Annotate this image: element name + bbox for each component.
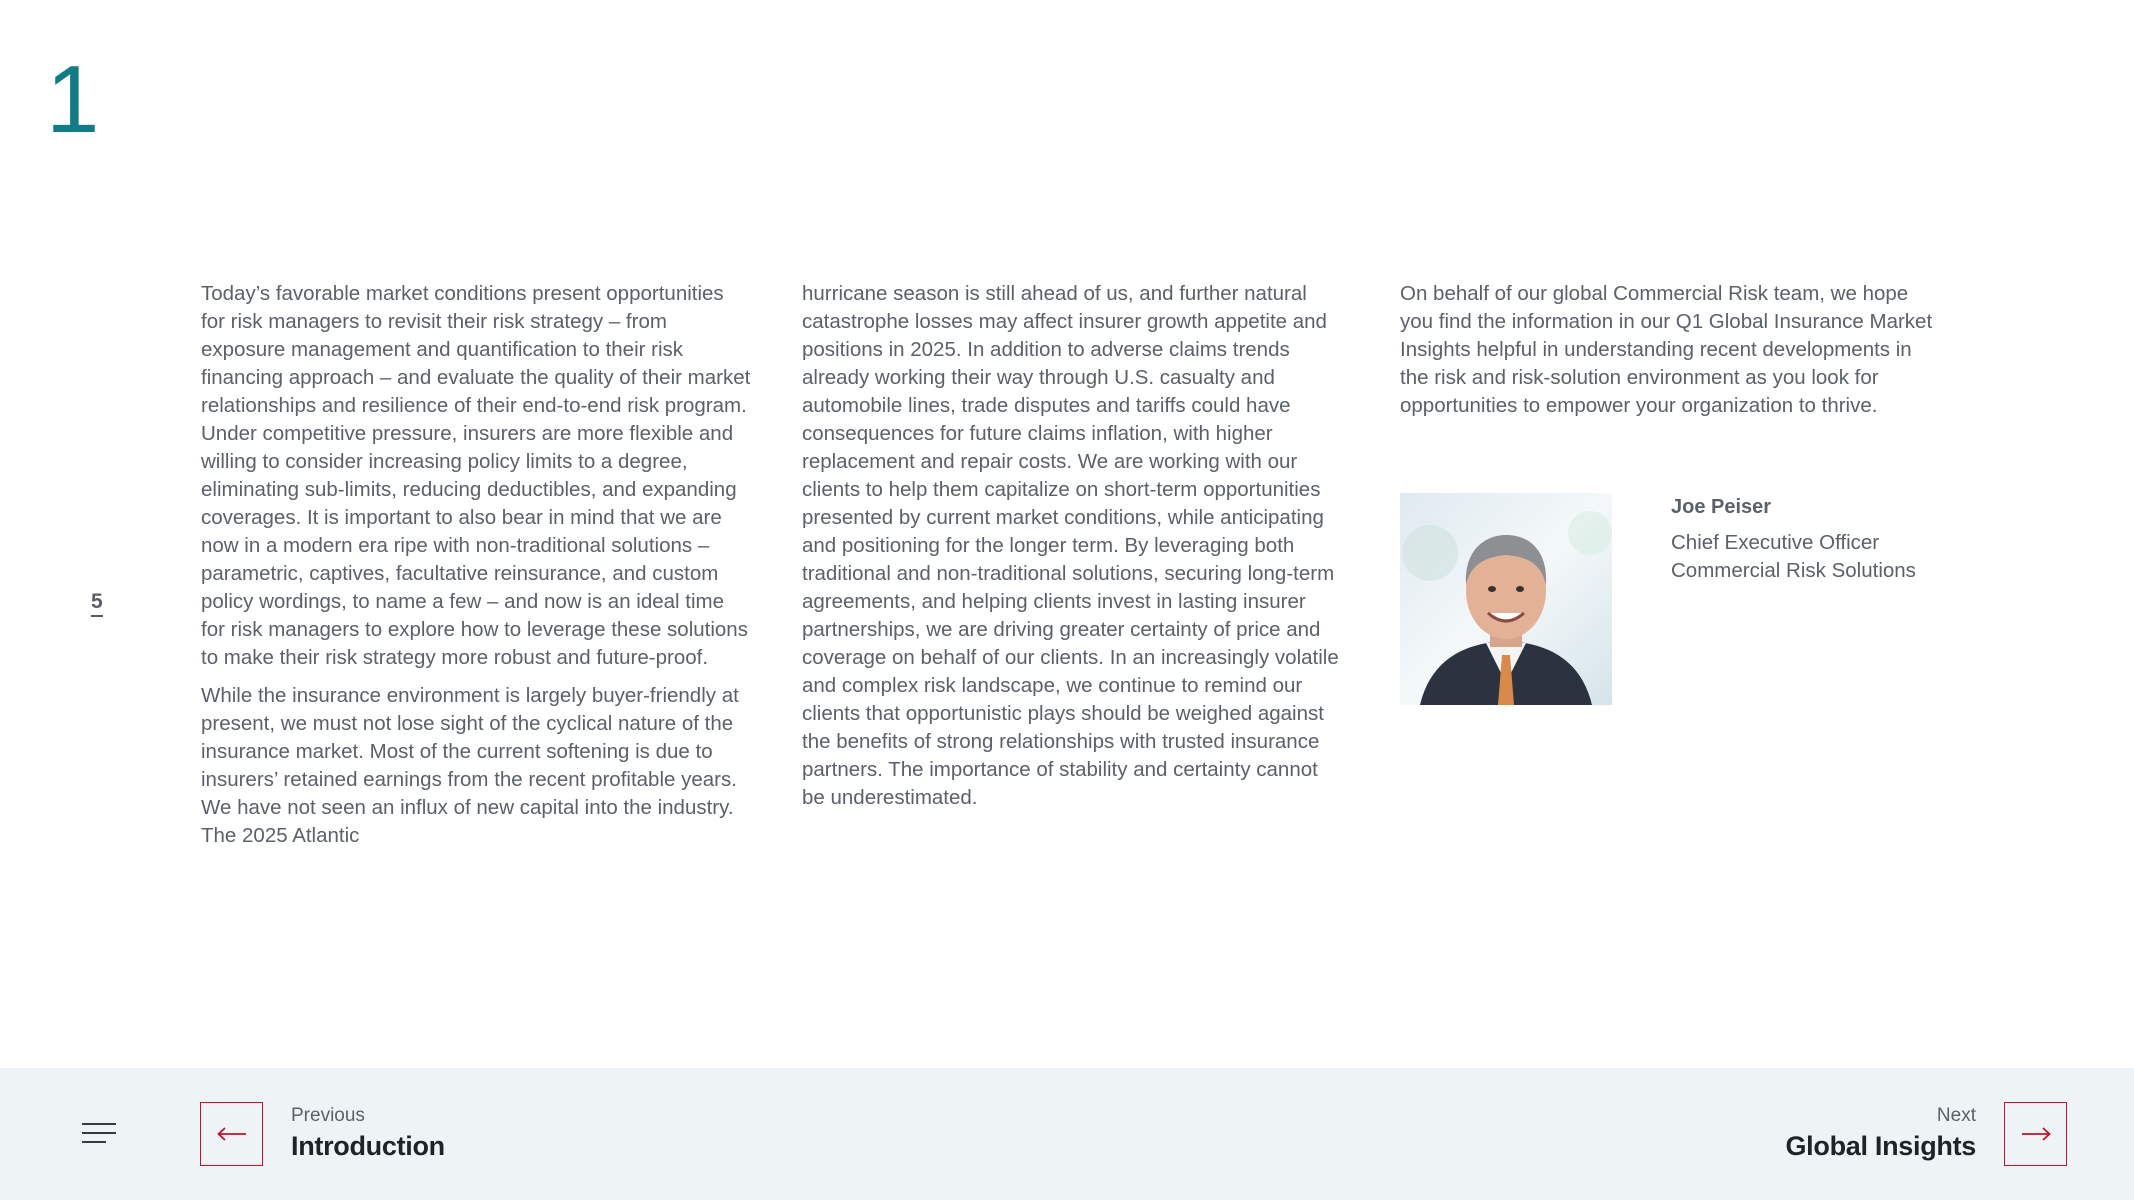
author-block [1400,493,1960,705]
next-title: Global Insights [1785,1131,1976,1161]
next-kicker: Next [1936,1105,1976,1126]
paragraph: While the insurance environment is largely buyer-friendly at present, we must not lose sight of the cyclical nature of the insurance market. Most of the current softening is due to insurers’ retained earnings from the recent profitable years. We have not seen an influx of new capital into the industry. The 2025 Atlantic [201,684,739,847]
paragraph: hurricane season is still ahead of us, and further natural catastrophe losses may affect insurer growth appetite and positions in 2025. In addition to adverse claims trends already working their way through U.S. casualty and automobile lines, trade disputes and tariffs could have consequences for future claims inflation, with higher replacement and repair costs. We are working with our clients to help them capitalize on short-term opportunities presented by current market conditions, while anticipating and positioning for the longer term. By leveraging both traditional and non-traditional solutions, securing long-term agreements, and helping clients invest in lasting insurer partnerships, we are driving greater certainty of price and coverage on behalf of our clients. In an increasingly volatile and complex risk landscape, we continue to remind our clients that opportunistic plays should be weighed against the benefits of strong relationships with trusted insurance partners. The importance of stability and certainty cannot be underestimated. [802,282,1339,809]
text-column-1 [201,280,751,860]
portrait-illustration [1400,493,1612,705]
previous-button[interactable] [200,1102,263,1166]
author-division: Commercial Risk Solutions [1671,559,1916,582]
paragraph: On behalf of our global Commercial Risk team, we hope you find the information in our Q1 Global Insurance Market Insights helpful in understanding recent developments in the risk and risk-solution environment as you look for opportunities to empower your organization to thrive. [1400,282,1933,417]
next-button[interactable] [2004,1102,2067,1166]
chapter-number: 1 [46,46,98,153]
author-role: Chief Executive Officer [1671,531,1880,554]
previous-title: Introduction [291,1131,445,1161]
arrow-right-icon [2021,1127,2051,1141]
text-column-2 [802,280,1342,822]
previous-link[interactable] [291,1104,445,1164]
next-link[interactable] [1785,1104,1976,1164]
text-column-3 [1400,280,1940,430]
menu-icon[interactable] [82,1121,118,1147]
author-name: Joe Peiser [1671,496,1772,518]
author-portrait [1400,493,1612,705]
footer-nav-bar [0,1068,2134,1200]
page-number-link[interactable]: 5 [91,590,103,617]
previous-kicker: Previous [291,1105,365,1126]
author-title [1671,529,1916,585]
paragraph: Today’s favorable market conditions present opportunities for risk managers to revisit their risk strategy – from exposure management and quantification to their risk financing approach – and evaluate the quality of their market relationships and resilience of their end-to-end risk program. Under competitive pressure, insurers are more flexible and willing to consider increasing policy limits to a degree, eliminating sub-limits, reducing deductibles, and expanding coverages. It is important to also bear in mind that we are now in a modern era ripe with non-traditional solutions – parametric, captives, facultative reinsurance, and custom policy wordings, to name a few – and now is an ideal time for risk managers to explore how to leverage these solutions to make their risk strategy more robust and future-proof. [201,282,751,669]
arrow-left-icon [217,1127,247,1141]
